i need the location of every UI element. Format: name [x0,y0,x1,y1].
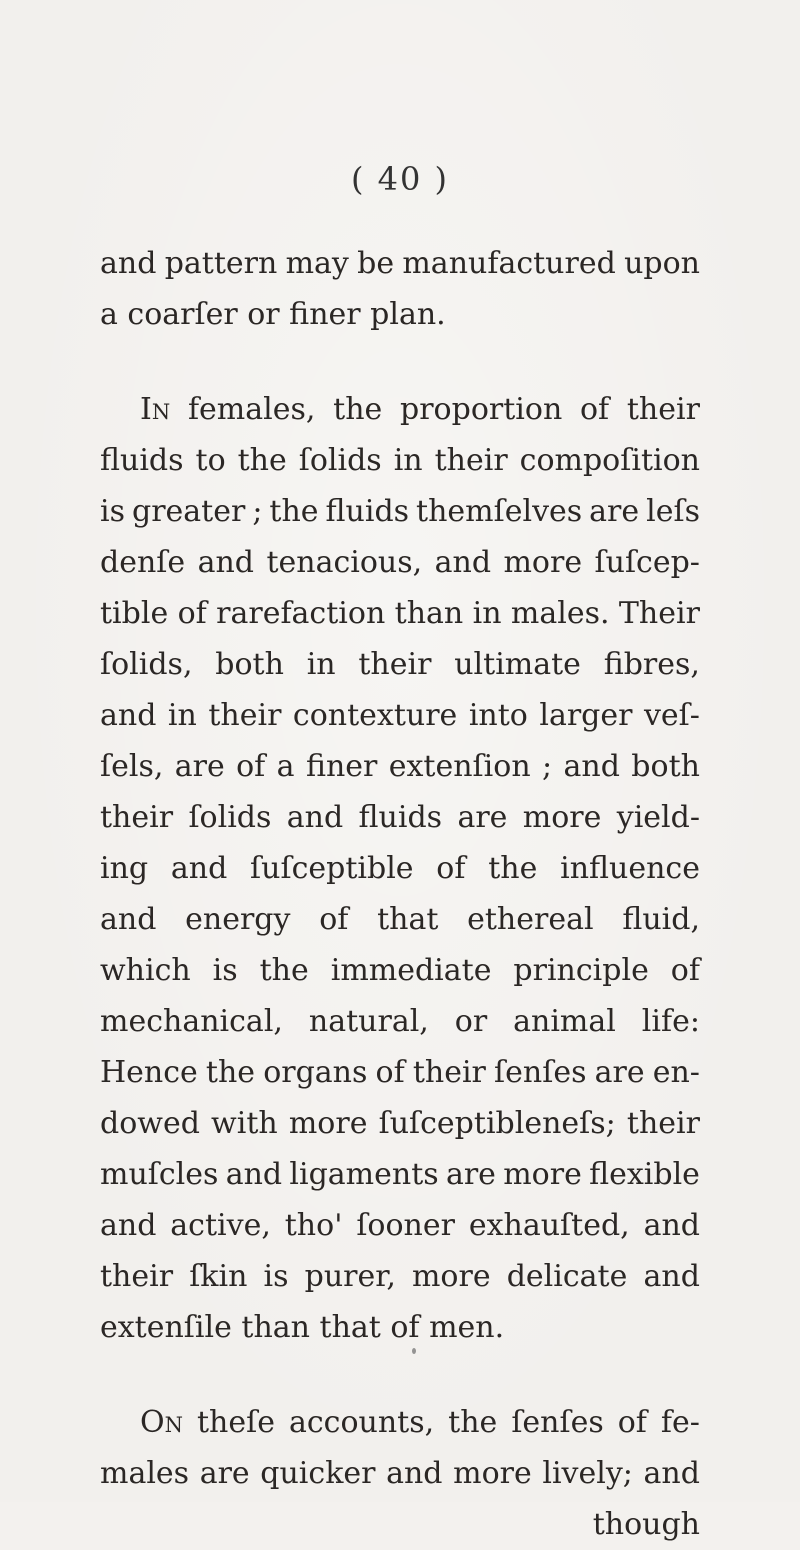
text-line: which is the immediate principle of [100,953,700,988]
text-line: their ſkin is purer, more delicate and [100,1259,700,1294]
text-line: and in their contexture into larger veſ- [100,698,700,733]
text-line: fluids to the ſolids in their compoſition [100,443,700,478]
text-line: muſcles and ligaments are more flexible [100,1157,700,1192]
text-line: Hence the organs of their ſenſes are en- [100,1055,700,1090]
text-line: tible of rarefaction than in males. Their [100,596,700,631]
text-line: is greater ; the fluids themſelves are leſs [100,494,700,529]
text-line: and energy of that ethereal fluid, [100,902,700,937]
ink-speck [412,1348,416,1354]
text-line: ſolids, both in their ultimate fibres, [100,647,700,682]
text-line: ing and ſuſceptible of the influence [100,851,700,886]
text-line: and pattern may be manufactured upon [100,246,700,281]
body-text [100,238,700,1550]
text-line: a coarſer or finer plan. [100,297,446,332]
text-line: On theſe accounts, the ſenſes of fe- [140,1405,700,1440]
text-line: denſe and tenacious, and more ſuſcep- [100,545,700,580]
page-number: ( 40 ) [350,160,450,198]
text-line: ſels, are of a finer extenſion ; and both [100,749,700,784]
text-line: mechanical, natural, or animal life: [100,1004,700,1039]
text-line: extenſile than that of men. [100,1310,505,1345]
catchword: though [592,1507,700,1542]
text-line: In females, the proportion of their [140,392,700,427]
text-line: males are quicker and more lively; and [100,1456,700,1491]
text-line: dowed with more ſuſceptibleneſs; their [100,1106,700,1141]
text-line: and active, tho' ſooner exhauſted, and [100,1208,700,1243]
text-line: their ſolids and fluids are more yield- [100,800,700,835]
